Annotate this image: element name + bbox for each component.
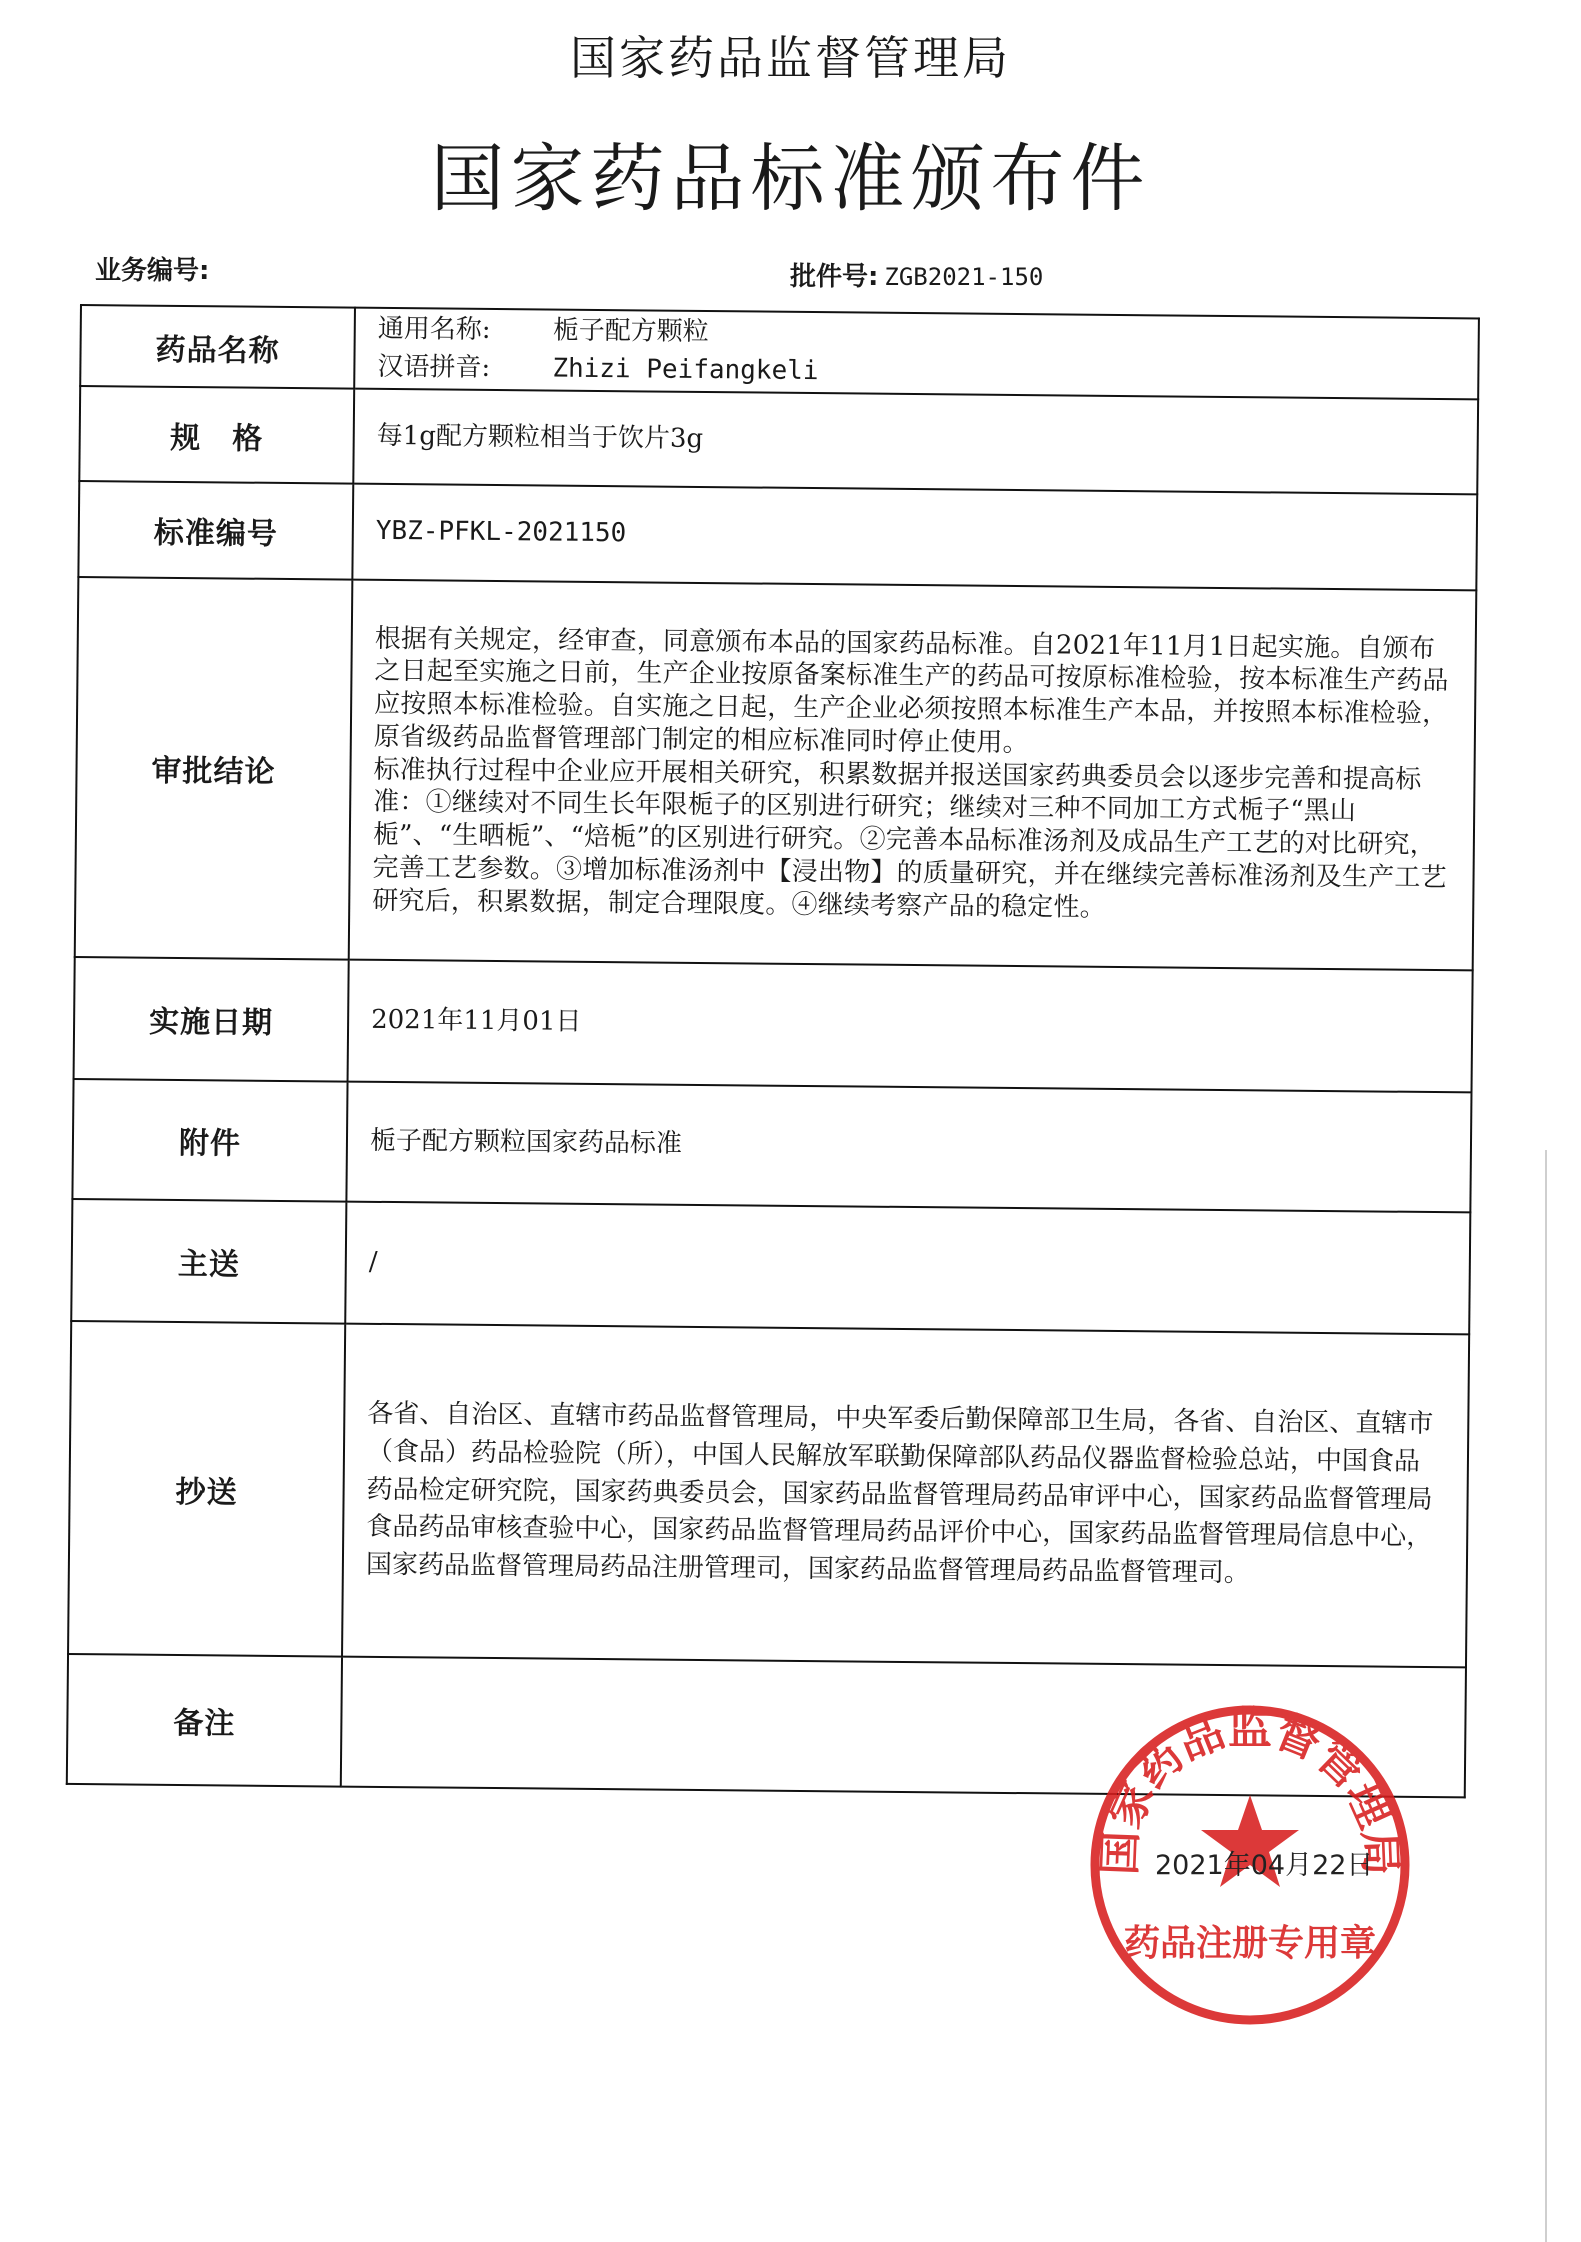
- row-effective-date: [74, 957, 1473, 1092]
- spec-value: 每1g配方颗粒相当于饮片3g: [353, 389, 1478, 495]
- conclusion-label: 审批结论: [75, 577, 353, 960]
- scan-edge-line: [1545, 1150, 1547, 2242]
- attachment-value: 栀子配方颗粒国家药品标准: [346, 1082, 1471, 1213]
- agency-name: 国家药品监督管理局: [570, 31, 1011, 85]
- conclusion-paragraph-2: 标准执行过程中企业应开展相关研究，积累数据并报送国家药典委员会以逐步完善和提高标准：①继续对不同生长年限栀子的区别进行研究；继续对三种不同加工方式栀子“黑山栀”、“生晒栀”、“焙栀”的区别进行研究。②完善本品标准汤剂及成品生产工艺的对比研究，完善工艺参数。③增加标准汤剂中【浸出物】的质量研究，并在继续完善标准汤剂及生产工艺研究后，积累数据，制定合理限度。④继续考察产品的稳定性。: [372, 754, 1447, 923]
- document-title: 国家药品标准颁布件: [430, 136, 1151, 222]
- batch-number: [790, 256, 1043, 293]
- remarks-label: 备注: [67, 1654, 342, 1787]
- standard-number-label: 标准编号: [78, 481, 353, 580]
- conclusion-paragraph-1: 根据有关规定，经审查，同意颁布本品的国家药品标准。自2021年11月1日起实施。自颁布之日起至实施之日前，生产企业按原备案标准生产的药品可按原标准检验，按本标准生产药品应按照本标准检验。自实施之日起，生产企业必须按照本标准生产本品，并按照本标准检验，原省级药品监督管理部门制定的相应标准同时停止使用。: [373, 623, 1449, 759]
- row-main-recipient: [71, 1199, 1470, 1334]
- drug-name-label: 药品名称: [80, 305, 355, 389]
- row-attachment: [72, 1079, 1471, 1212]
- cc-label: 抄送: [68, 1321, 345, 1657]
- effective-date-value: 2021年11月01日: [348, 960, 1473, 1093]
- spec-label: 规 格: [79, 386, 354, 484]
- conclusion-cell: [349, 580, 1477, 971]
- pinyin-label: 汉语拼音:: [377, 351, 491, 383]
- cc-value: 各省、自治区、直辖市药品监督管理局，中央军委后勤保障部卫生局，各省、自治区、直辖市（食品）药品检验院（所），中国人民解放军联勤保障部队药品仪器监督检验总站，中国食品药品检定研究院，国家药典委员会，国家药品监督管理局药品审评中心，国家药品监督管理局食品药品审核查验中心，国家药品监督管理局药品评价中心，国家药品监督管理局信息中心，国家药品监督管理局药品注册管理司，国家药品监督管理局药品监督管理司。: [342, 1324, 1469, 1668]
- seal-ring-text: 国家药品监督管理局: [1094, 1703, 1406, 1877]
- row-standard-number: [78, 481, 1477, 590]
- approval-table: [66, 304, 1480, 1798]
- drug-name-cell: [354, 308, 1479, 400]
- main-recipient-value: /: [345, 1202, 1470, 1335]
- generic-name-label: 通用名称:: [377, 313, 491, 345]
- row-conclusion: [75, 577, 1477, 970]
- pinyin-value: Zhizi Peifangkeli: [552, 353, 819, 386]
- generic-name-value: 栀子配方颗粒: [552, 315, 709, 347]
- standard-number-value: YBZ-PFKL-2021150: [352, 484, 1477, 591]
- row-cc: [68, 1321, 1469, 1667]
- seal-center-text: 药品注册专用章: [1123, 1923, 1377, 1964]
- batch-number-label: 批件号:: [790, 262, 879, 292]
- business-number-label: 业务编号:: [95, 256, 210, 286]
- row-spec: [79, 386, 1478, 494]
- seal-date: 2021年04月22日: [1155, 1850, 1374, 1881]
- batch-number-value: ZGB2021-150: [884, 263, 1044, 291]
- main-recipient-label: 主送: [71, 1199, 346, 1324]
- row-drug-name: [80, 305, 1479, 399]
- attachment-label: 附件: [72, 1079, 347, 1202]
- effective-date-label: 实施日期: [74, 957, 349, 1082]
